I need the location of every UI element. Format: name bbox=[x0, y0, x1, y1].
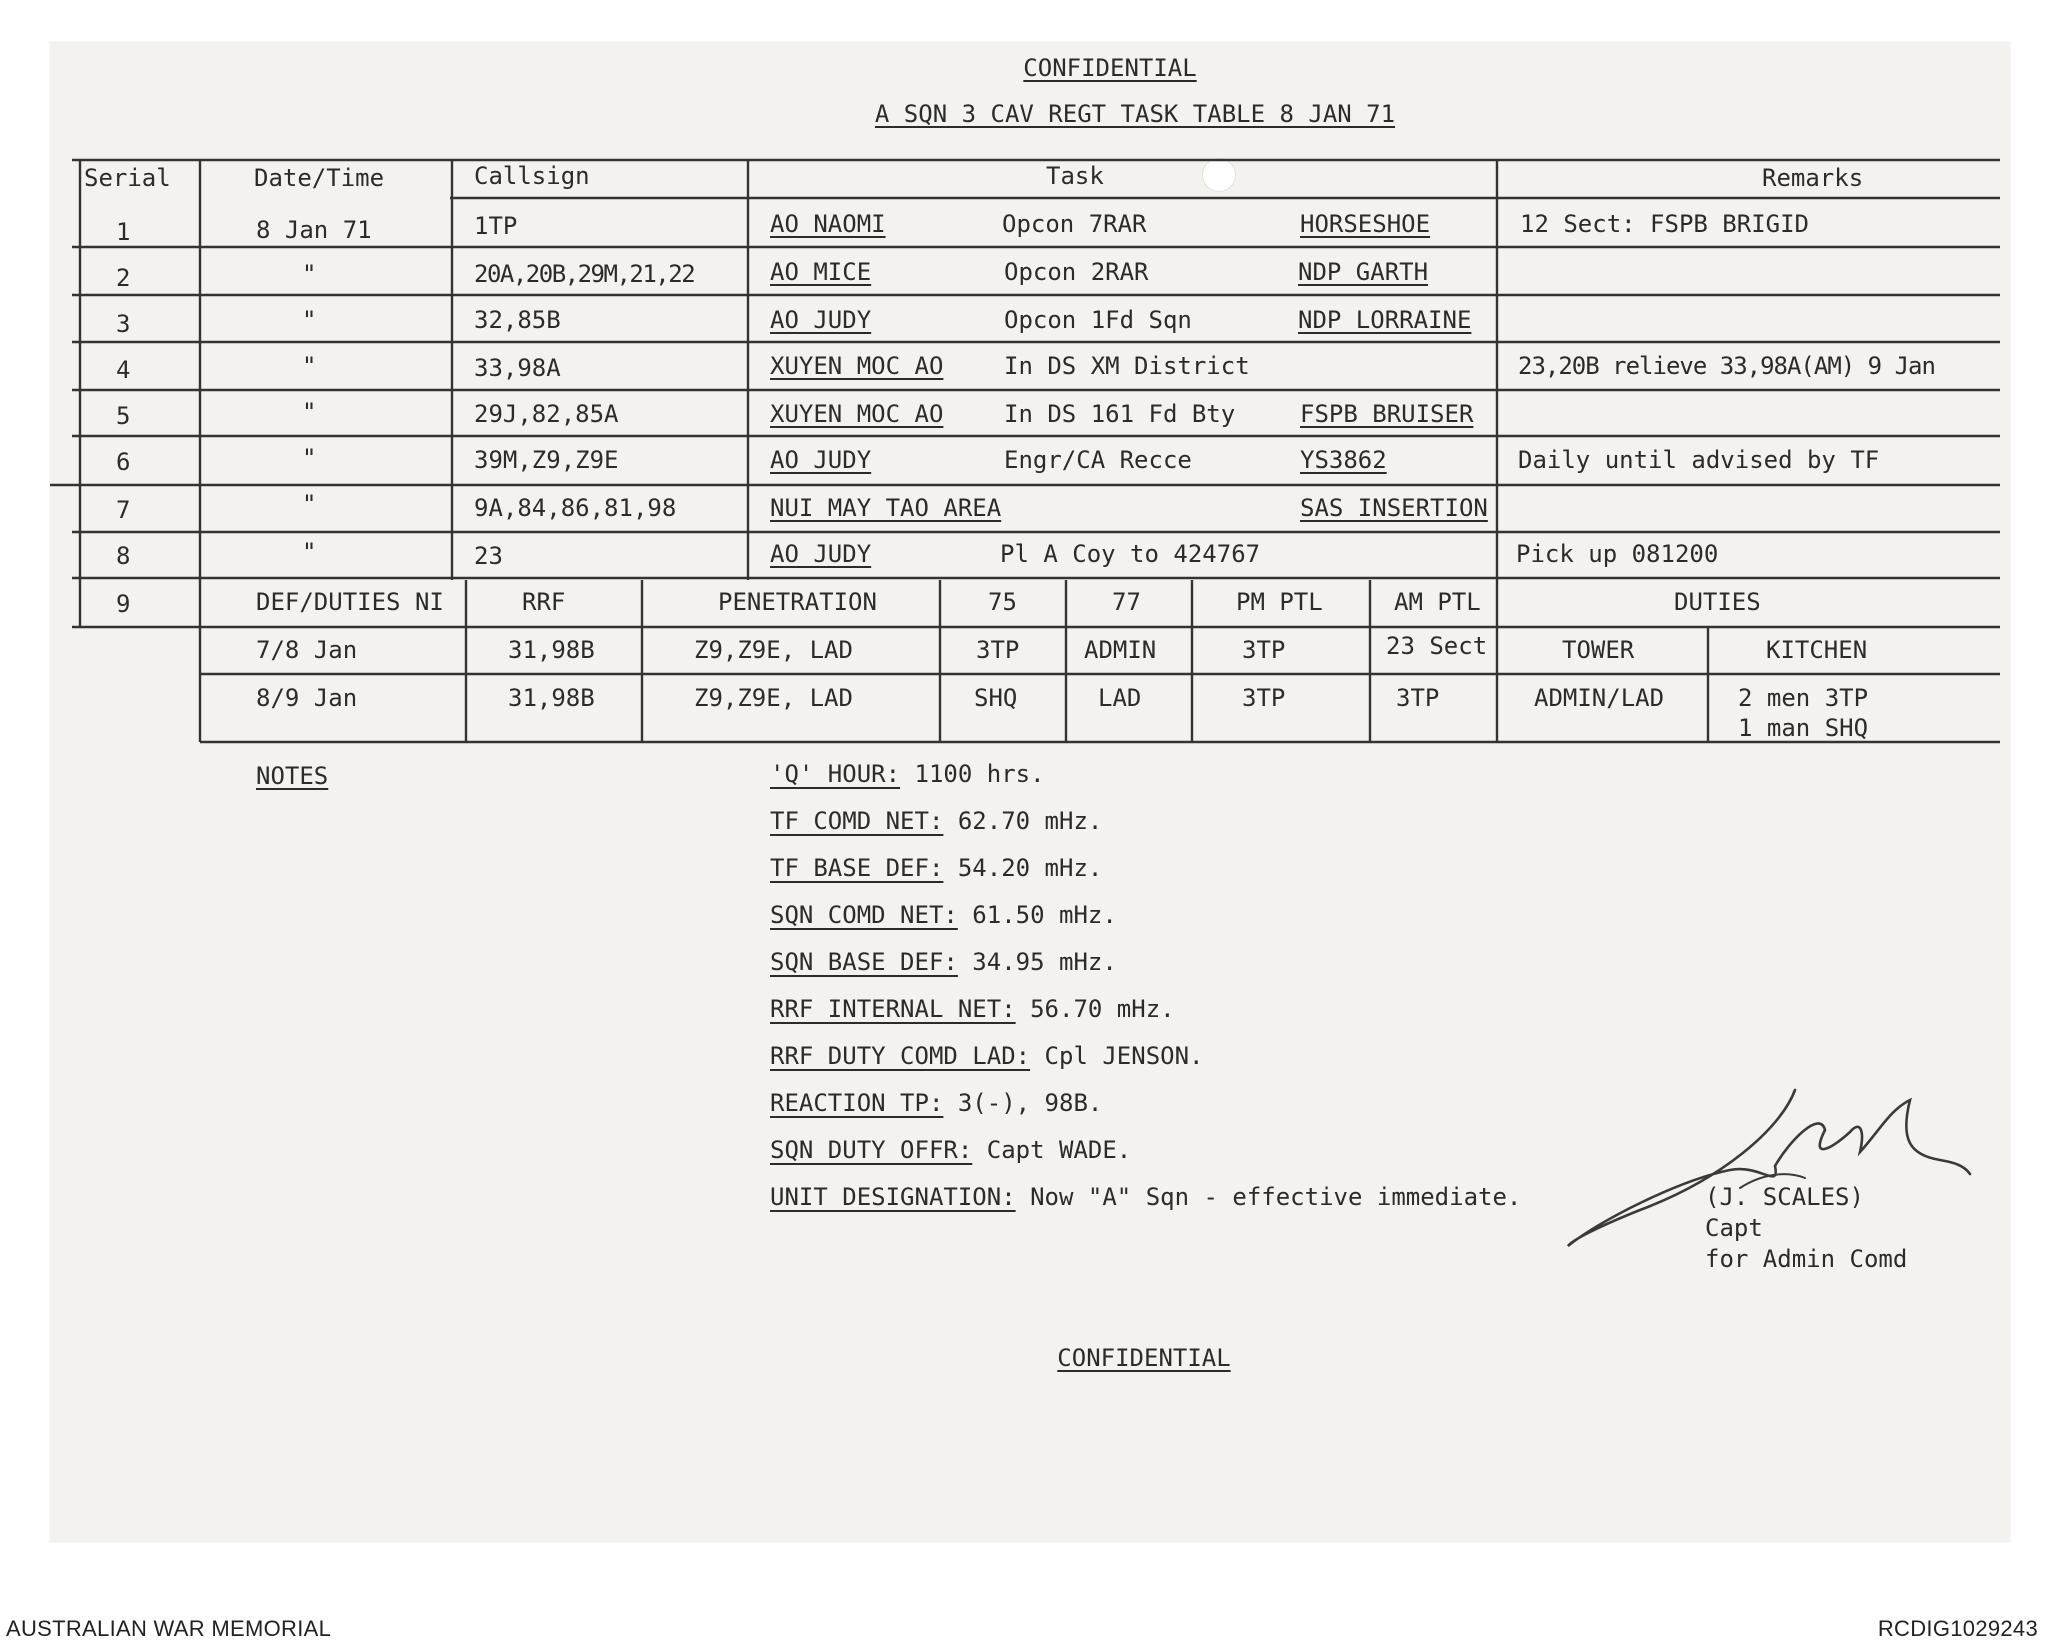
duties-row-2-period: 8/9 Jan bbox=[256, 684, 358, 712]
duties-header-duties: DUTIES bbox=[1674, 588, 1761, 616]
note-label: SQN BASE DEF: bbox=[770, 948, 958, 976]
note-tf-comd-net bbox=[770, 807, 1102, 835]
note-label: REACTION TP: bbox=[770, 1089, 944, 1117]
row-5-serial: 5 bbox=[116, 402, 131, 430]
duties-row-2-kitchen-line2: 1 man SHQ bbox=[1738, 714, 1869, 742]
document-title: A SQN 3 CAV REGT TASK TABLE 8 JAN 71 bbox=[874, 100, 1396, 128]
header-serial: Serial bbox=[84, 164, 171, 192]
row-7-datetime: " bbox=[302, 490, 317, 518]
row-3-area: AO JUDY bbox=[770, 306, 872, 334]
row-2-area: AO MICE bbox=[770, 258, 872, 286]
duties-row-1-kitchen: KITCHEN bbox=[1766, 636, 1868, 664]
duties-header-am-ptl: AM PTL bbox=[1394, 588, 1481, 616]
row-4-detail: In DS XM District bbox=[1004, 352, 1250, 380]
note-value: 3(-), 98B. bbox=[957, 1089, 1103, 1117]
row-3-datetime: " bbox=[302, 306, 317, 334]
row-5-area: XUYEN MOC AO bbox=[770, 400, 944, 428]
note-q-hour bbox=[770, 760, 1045, 788]
row-2-location: NDP GARTH bbox=[1298, 258, 1429, 286]
row-1-datetime: 8 Jan 71 bbox=[256, 216, 372, 244]
row-6-location: YS3862 bbox=[1300, 446, 1387, 474]
signature-block bbox=[1705, 1182, 1907, 1275]
duties-row-2-rrf: 31,98B bbox=[508, 684, 595, 712]
duties-header-def: DEF/DUTIES NI bbox=[256, 588, 444, 616]
header-task: Task bbox=[1046, 162, 1104, 190]
row-3-serial: 3 bbox=[116, 310, 131, 338]
duties-row-2-77: LAD bbox=[1098, 684, 1142, 712]
note-value: Capt WADE. bbox=[986, 1136, 1132, 1164]
row-4-remarks: 23,20B relieve 33,98A(AM) 9 Jan bbox=[1518, 352, 1935, 380]
note-tf-base-def bbox=[770, 854, 1102, 882]
row-1-detail: Opcon 7RAR bbox=[1002, 210, 1147, 238]
duties-row-2-penetration: Z9,Z9E, LAD bbox=[694, 684, 853, 712]
duties-header-penetration: PENETRATION bbox=[718, 588, 877, 616]
row-5-detail: In DS 161 Fd Bty bbox=[1004, 400, 1236, 428]
footer-archive-name: AUSTRALIAN WAR MEMORIAL bbox=[6, 1616, 332, 1641]
row-6-detail: Engr/CA Recce bbox=[1004, 446, 1192, 474]
note-rrf-internal-net bbox=[770, 995, 1175, 1023]
note-label: UNIT DESIGNATION: bbox=[770, 1183, 1016, 1211]
note-unit-designation bbox=[770, 1183, 1521, 1211]
note-value: 54.20 mHz. bbox=[957, 854, 1103, 882]
note-sqn-duty-offr bbox=[770, 1136, 1131, 1164]
duties-row-2-tower: ADMIN/LAD bbox=[1534, 684, 1665, 712]
duties-row-1-am-ptl: 23 Sect bbox=[1386, 632, 1488, 660]
row-2-callsign: 20A,20B,29M,21,22 bbox=[474, 260, 695, 288]
row-4-area: XUYEN MOC AO bbox=[770, 352, 944, 380]
note-label: 'Q' HOUR: bbox=[770, 760, 901, 788]
note-label: SQN COMD NET: bbox=[770, 901, 958, 929]
footer-record-id: RCDIG1029243 bbox=[1877, 1616, 2038, 1641]
classification-top: CONFIDENTIAL bbox=[1023, 54, 1197, 82]
row-5-datetime: " bbox=[302, 398, 317, 426]
row-6-callsign: 39M,Z9,Z9E bbox=[474, 446, 619, 474]
row-4-datetime: " bbox=[302, 352, 317, 380]
row-1-area: AO NAOMI bbox=[770, 210, 886, 238]
duties-row-1-77: ADMIN bbox=[1084, 636, 1157, 664]
header-remarks: Remarks bbox=[1762, 164, 1864, 192]
duties-row-2-75: SHQ bbox=[974, 684, 1018, 712]
note-value: 1100 hrs. bbox=[914, 760, 1045, 788]
note-value: Cpl JENSON. bbox=[1044, 1042, 1204, 1070]
duties-row-1-pm-ptl: 3TP bbox=[1242, 636, 1286, 664]
note-value: Now "A" Sqn - effective immediate. bbox=[1030, 1183, 1522, 1211]
row-9-serial: 9 bbox=[116, 590, 131, 618]
row-5-callsign: 29J,82,85A bbox=[474, 400, 619, 428]
note-reaction-tp bbox=[770, 1089, 1102, 1117]
row-8-serial: 8 bbox=[116, 542, 131, 570]
row-1-remarks: 12 Sect: FSPB BRIGID bbox=[1520, 210, 1809, 238]
header-datetime: Date/Time bbox=[254, 164, 385, 192]
note-label: TF COMD NET: bbox=[770, 807, 944, 835]
duties-row-2-pm-ptl: 3TP bbox=[1242, 684, 1286, 712]
row-6-datetime: " bbox=[302, 444, 317, 472]
row-4-serial: 4 bbox=[116, 356, 131, 384]
row-7-serial: 7 bbox=[116, 496, 131, 524]
duties-row-1-penetration: Z9,Z9E, LAD bbox=[694, 636, 853, 664]
row-1-serial: 1 bbox=[116, 218, 131, 246]
row-3-detail: Opcon 1Fd Sqn bbox=[1004, 306, 1192, 334]
row-3-callsign: 32,85B bbox=[474, 306, 561, 334]
row-4-callsign: 33,98A bbox=[474, 354, 561, 382]
row-7-location: SAS INSERTION bbox=[1300, 494, 1488, 522]
row-8-area: AO JUDY bbox=[770, 540, 872, 568]
row-3-location: NDP LORRAINE bbox=[1298, 306, 1472, 334]
note-rrf-duty-comd bbox=[770, 1042, 1204, 1070]
signatory-role: for Admin Comd bbox=[1705, 1245, 1908, 1273]
duties-header-pm-ptl: PM PTL bbox=[1236, 588, 1323, 616]
row-7-callsign: 9A,84,86,81,98 bbox=[474, 494, 677, 522]
note-sqn-base-def bbox=[770, 948, 1117, 976]
row-8-remarks: Pick up 081200 bbox=[1516, 540, 1719, 568]
duties-row-1-period: 7/8 Jan bbox=[256, 636, 358, 664]
note-value: 34.95 mHz. bbox=[972, 948, 1117, 976]
duties-row-2-kitchen-line1: 2 men 3TP bbox=[1738, 684, 1869, 712]
signatory-rank: Capt bbox=[1705, 1214, 1763, 1242]
note-label: TF BASE DEF: bbox=[770, 854, 944, 882]
note-value: 61.50 mHz. bbox=[972, 901, 1117, 929]
note-value: 62.70 mHz. bbox=[957, 807, 1103, 835]
row-1-location: HORSESHOE bbox=[1300, 210, 1431, 238]
row-2-datetime: " bbox=[302, 260, 317, 288]
row-1-callsign: 1TP bbox=[474, 212, 518, 240]
row-2-serial: 2 bbox=[116, 264, 131, 292]
duties-header-rrf: RRF bbox=[522, 588, 566, 616]
row-7-area: NUI MAY TAO AREA bbox=[770, 494, 1002, 522]
signatory-name: (J. SCALES) bbox=[1705, 1183, 1864, 1211]
duties-row-1-rrf: 31,98B bbox=[508, 636, 595, 664]
duties-row-1-tower: TOWER bbox=[1562, 636, 1635, 664]
row-8-datetime: " bbox=[302, 538, 317, 566]
header-callsign: Callsign bbox=[474, 162, 590, 190]
row-6-serial: 6 bbox=[116, 448, 131, 476]
punch-hole bbox=[1202, 158, 1236, 192]
note-label: RRF INTERNAL NET: bbox=[770, 995, 1016, 1023]
note-label: SQN DUTY OFFR: bbox=[770, 1136, 973, 1164]
row-6-remarks: Daily until advised by TF bbox=[1518, 446, 1880, 474]
row-2-detail: Opcon 2RAR bbox=[1004, 258, 1149, 286]
duties-row-1-75: 3TP bbox=[976, 636, 1020, 664]
duties-header-77: 77 bbox=[1112, 588, 1141, 616]
note-value: 56.70 mHz. bbox=[1030, 995, 1175, 1023]
row-8-detail: Pl A Coy to 424767 bbox=[1000, 540, 1261, 568]
row-6-area: AO JUDY bbox=[770, 446, 872, 474]
note-sqn-comd-net bbox=[770, 901, 1117, 929]
notes-heading: NOTES bbox=[256, 762, 329, 790]
note-label: RRF DUTY COMD LAD: bbox=[770, 1042, 1031, 1070]
duties-row-2-am-ptl: 3TP bbox=[1396, 684, 1440, 712]
duties-header-75: 75 bbox=[988, 588, 1017, 616]
row-5-location: FSPB BRUISER bbox=[1300, 400, 1474, 428]
classification-bottom: CONFIDENTIAL bbox=[1057, 1344, 1231, 1372]
row-8-callsign: 23 bbox=[474, 542, 503, 570]
